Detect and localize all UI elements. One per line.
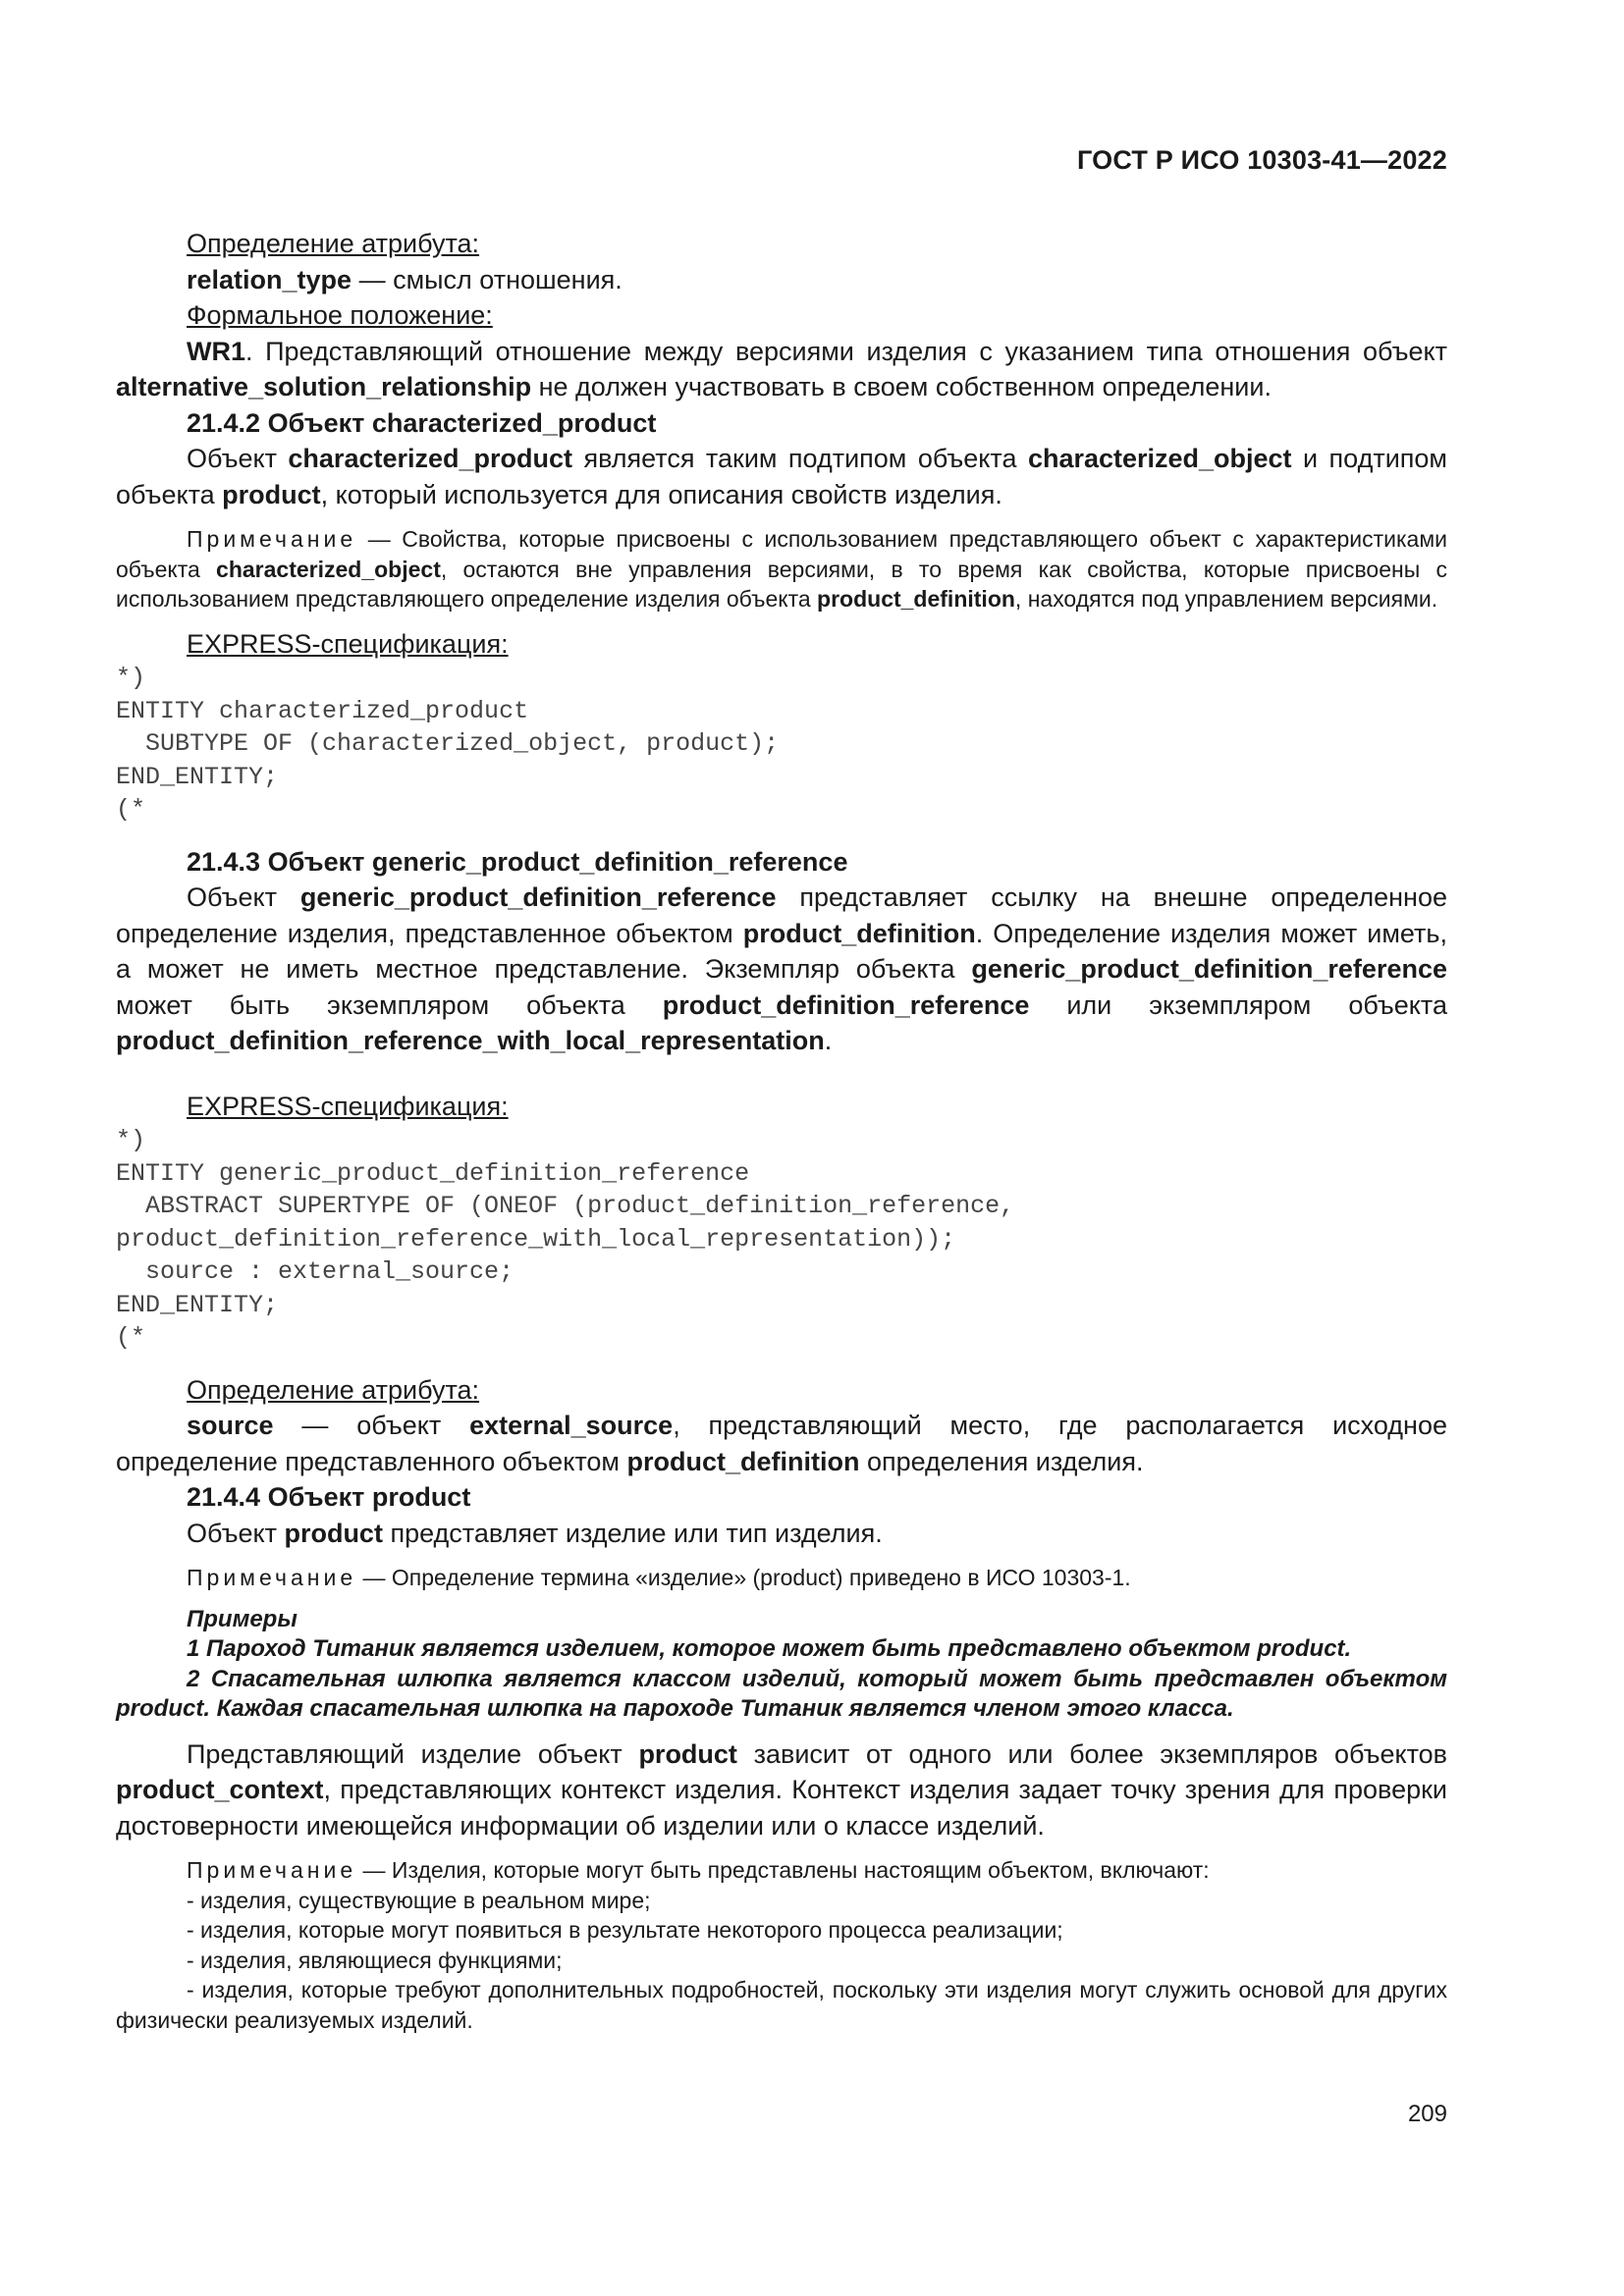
express-spec-label: EXPRESS-спецификация: <box>187 1091 509 1121</box>
product-kinds-note: Примечание — Изделия, которые могут быть представлены настоящим объектом, включают: <box>187 1857 1210 1883</box>
section-21-4-2-note: Примечание — Свойства, которые присвоены с использованием представляющего объект с характеристиками объекта characterized_object, остаются вне управления версиями, в то время как свойства, которые присвоены с использованием представляющего определение изделия объекта product_definition, находятся под управлением версиями. <box>116 526 1447 612</box>
express-spec-label: EXPRESS-спецификация: <box>187 628 509 659</box>
section-heading-21-4-3: 21.4.3 Объект generic_product_definition_reference <box>187 846 848 877</box>
examples-label: Примеры <box>187 1605 298 1632</box>
section-heading-21-4-2: 21.4.2 Объект characterized_product <box>187 407 657 438</box>
section-21-4-3-paragraph: Объект generic_product_definition_reference представляет ссылку на внешне определенное определение изделия, представленное объектом product_definition. Определение изделия может иметь, а может не иметь местное представление. Экземпляр объекта generic_product_definition_reference может быть экземпляром объекта product_definition_reference или экземпляром объекта product_definition_reference_with_local_representation. <box>116 882 1447 1055</box>
list-item: - изделия, являющиеся функциями; <box>187 1947 563 1973</box>
attr-def-label: Определение атрибута: <box>187 229 480 258</box>
standard-header: ГОСТ Р ИСО 10303-41—2022 <box>1077 145 1447 175</box>
list-item: - изделия, которые требуют дополнительных подробностей, поскольку эти изделия могут служить основой для других физически реализуемых изделий. <box>116 1977 1447 2033</box>
page-number: 209 <box>1407 2101 1447 2127</box>
section-21-4-4-note: Примечание — Определение термина «изделие» (product) приведено в ИСО 10303-1. <box>187 1565 1131 1590</box>
list-item: - изделия, существующие в реальном мире; <box>187 1887 651 1913</box>
product-context-paragraph: Представляющий изделие объект product зависит от одного или более экземпляров объектов product_context, представляющих контекст изделия. Контекст изделия задает точку зрения для проверки достоверности имеющейся информации об изделии или о классе изделий. <box>116 1738 1447 1841</box>
wr1-rule: WR1. Представляющий отношение между версиями изделия с указанием типа отношения объект alternative_solution_relationship не должен участвовать в своем собственном определении. <box>116 336 1447 401</box>
section-21-4-4-paragraph: Объект product представляет изделие или тип изделия. <box>187 1518 883 1548</box>
page-content <box>116 226 1447 2035</box>
example-2: 2 Спасательная шлюпка является классом изделий, который может быть представлен объектом product. Каждая спасательная шлюпка на пароходе Титаник является членом этого класса. <box>116 1665 1447 1722</box>
list-item: - изделия, которые могут появиться в результате некоторого процесса реализации; <box>187 1917 1063 1943</box>
relation-type-attr: relation_type — смысл отношения. <box>187 264 623 294</box>
express-code-characterized-product: *) ENTITY characterized_product SUBTYPE OF (characterized_object, product); END_ENTITY; (* <box>116 664 780 824</box>
example-1: 1 Пароход Титаник является изделием, которое может быть представлено объектом product. <box>187 1635 1352 1662</box>
express-code-generic-product-definition-reference: *) ENTITY generic_product_definition_reference ABSTRACT SUPERTYPE OF (ONEOF (product_definition_reference, product_definition_reference_with_local_representation)); source : external_source; END_ENTITY; (* <box>116 1126 1015 1352</box>
source-attr: source — объект external_source, представляющий место, где располагается исходное определение представленного объектом product_definition определения изделия. <box>116 1411 1447 1476</box>
formal-label: Формальное положение: <box>187 300 493 330</box>
section-21-4-2-paragraph: Объект characterized_product является таким подтипом объекта characterized_object и подтипом объекта product, который используется для описания свойств изделия. <box>116 444 1447 509</box>
section-heading-21-4-4: 21.4.4 Объект product <box>187 1482 471 1512</box>
attr-def-label: Определение атрибута: <box>187 1374 480 1405</box>
document-page <box>116 0 1447 2296</box>
